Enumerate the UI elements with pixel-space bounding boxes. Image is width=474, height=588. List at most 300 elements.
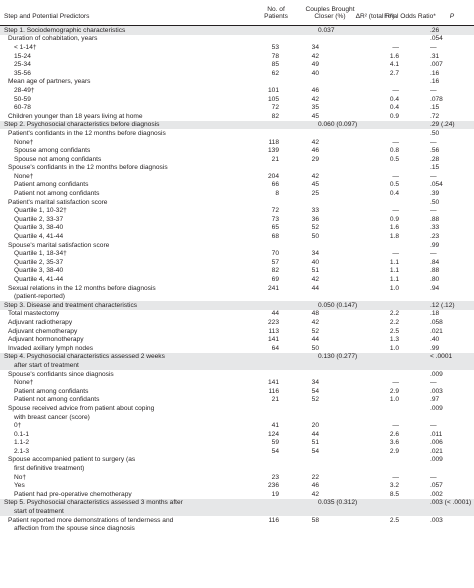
table-row (0, 439, 474, 448)
table-row (0, 232, 474, 241)
delta-r2-cell: 0.037 (318, 26, 335, 34)
predictor-label: Patient had pre-operative chemotherapy (14, 490, 132, 498)
header-odds-ratio: Final Odds Ratio* (384, 13, 436, 20)
p-value-cell: .007 (430, 61, 443, 69)
header-delta-r2: ΔR² (total R²) (355, 13, 395, 20)
p-value-cell: .009 (430, 456, 443, 464)
closer-percent-cell: 42 (311, 172, 319, 180)
p-value-cell: .23 (430, 233, 440, 241)
step-row (0, 353, 474, 362)
p-value-cell: .003 (< .0001) (430, 499, 472, 507)
odds-ratio-cell: 1.0 (389, 396, 399, 404)
step-row (0, 301, 474, 310)
predictor-label: Quartile 4, 41-44 (14, 276, 64, 284)
p-value-cell: .88 (430, 267, 440, 275)
header-closer: Couples Brought Closer (%) (305, 6, 355, 20)
table-row (0, 370, 474, 379)
step-row (0, 26, 474, 35)
p-value-cell: .50 (430, 129, 440, 137)
table-row (0, 249, 474, 258)
p-value-cell: .021 (430, 447, 443, 455)
table-row (0, 284, 474, 293)
table-row (0, 310, 474, 319)
p-value-cell: — (430, 422, 437, 430)
predictor-label: < 1-14† (14, 43, 37, 51)
patients-cell: 116 (268, 516, 279, 524)
p-value-cell: .054 (430, 35, 443, 43)
p-value-cell: .97 (430, 396, 440, 404)
p-value-cell: .40 (430, 336, 440, 344)
odds-ratio-cell: 1.1 (389, 267, 399, 275)
closer-percent-cell: 40 (311, 258, 319, 266)
table-row (0, 43, 474, 52)
step-row (0, 121, 474, 130)
odds-ratio-cell: — (392, 138, 399, 146)
table-row (0, 275, 474, 284)
odds-ratio-cell: 8.5 (389, 490, 399, 498)
patients-cell: 53 (271, 43, 279, 51)
table-row (0, 78, 474, 87)
closer-percent-cell: 36 (311, 215, 319, 223)
closer-percent-cell: 48 (311, 310, 319, 318)
closer-percent-cell: 34 (311, 379, 319, 387)
odds-ratio-cell: 1.6 (389, 224, 399, 232)
patients-cell: 62 (271, 69, 279, 77)
p-value-cell: .28 (430, 155, 440, 163)
table-row (0, 224, 474, 233)
table-row (0, 516, 474, 525)
table-row (0, 344, 474, 353)
predictor-label: 1.1-2 (14, 439, 30, 447)
p-value-cell: .021 (430, 327, 443, 335)
predictor-label: Patient among confidants (14, 181, 89, 189)
table-row (0, 103, 474, 112)
odds-ratio-cell: 2.5 (389, 327, 399, 335)
predictor-label: Spouse's marital satisfaction score (8, 241, 110, 249)
odds-ratio-cell: 1.0 (389, 344, 399, 352)
table-row (0, 327, 474, 336)
table-row (0, 138, 474, 147)
closer-percent-cell: 50 (311, 344, 319, 352)
table-row (0, 146, 474, 155)
odds-ratio-cell: — (392, 43, 399, 51)
p-value-cell: .002 (430, 490, 443, 498)
predictor-label: with breast cancer (score) (14, 413, 90, 421)
closer-percent-cell: 35 (311, 104, 319, 112)
odds-ratio-cell: — (392, 172, 399, 180)
p-value-cell: .009 (430, 370, 443, 378)
patients-cell: 8 (275, 190, 279, 198)
odds-ratio-cell: — (392, 422, 399, 430)
table-row (0, 69, 474, 78)
closer-percent-cell: 49 (311, 61, 319, 69)
table-row (0, 524, 474, 533)
p-value-cell: .15 (430, 104, 440, 112)
patients-cell: 139 (267, 147, 279, 155)
table-row (0, 172, 474, 181)
patients-cell: 204 (267, 172, 279, 180)
p-value-cell: .72 (430, 112, 440, 120)
patients-cell: 141 (267, 379, 279, 387)
closer-percent-cell: 54 (311, 387, 319, 395)
predictor-label: Patient's confidants in the 12 months before diagnosis (8, 129, 166, 137)
delta-r2-cell: 0.035 (0.312) (318, 499, 358, 507)
patients-cell: 64 (271, 344, 279, 352)
predictor-label: 0.1-1 (14, 430, 30, 438)
odds-ratio-cell: 0.4 (389, 190, 399, 198)
predictor-label: start of treatment (14, 508, 64, 516)
patients-cell: 54 (271, 447, 279, 455)
p-value-cell: .84 (430, 258, 440, 266)
closer-percent-cell: 45 (311, 181, 319, 189)
odds-ratio-cell: 2.9 (389, 447, 399, 455)
p-value-cell: .50 (430, 198, 440, 206)
table-row (0, 447, 474, 456)
closer-percent-cell: 25 (311, 190, 319, 198)
patients-cell: 78 (271, 52, 279, 60)
predictor-label: affection from the spouse since diagnosis (14, 525, 135, 533)
closer-percent-cell: 52 (311, 396, 319, 404)
p-value-cell: — (430, 473, 437, 481)
predictor-label: Total mastectomy (8, 310, 60, 318)
predictor-label: Step 1. Sociodemographic characteristics (4, 26, 126, 34)
table-row (0, 335, 474, 344)
p-value-cell: .12 (.12) (430, 301, 455, 309)
table-row (0, 387, 474, 396)
p-value-cell: .33 (430, 224, 440, 232)
odds-ratio-cell: 1.1 (389, 276, 399, 284)
closer-percent-cell: 51 (311, 439, 319, 447)
closer-percent-cell: 44 (311, 284, 319, 292)
predictor-label: Step 2. Psychosocial characteristics before diagnosis (4, 121, 160, 129)
closer-percent-cell: 40 (311, 69, 319, 77)
predictor-label: 15-24 (14, 52, 31, 60)
table-row (0, 164, 474, 173)
patients-cell: 241 (267, 284, 279, 292)
predictor-label: Quartile 2, 33-37 (14, 215, 64, 223)
predictor-label: Quartile 2, 35-37 (14, 258, 64, 266)
odds-ratio-cell: 3.6 (389, 439, 399, 447)
closer-percent-cell: 42 (311, 318, 319, 326)
predictor-label: Spouse not among confidants (14, 155, 102, 163)
predictor-label: Patient not among confidants (14, 190, 100, 198)
p-value-cell: — (430, 86, 437, 94)
table-row (0, 52, 474, 61)
odds-ratio-cell: 4.1 (389, 61, 399, 69)
closer-percent-cell: 52 (311, 327, 319, 335)
odds-ratio-cell: 0.8 (389, 147, 399, 155)
predictor-label: (patient-reported) (14, 293, 65, 301)
patients-cell: 82 (271, 267, 279, 275)
step-row (0, 361, 474, 370)
patients-cell: 82 (271, 112, 279, 120)
table-row (0, 155, 474, 164)
predictor-label: Children younger than 18 years living at home (8, 112, 143, 120)
odds-ratio-cell: — (392, 250, 399, 258)
patients-cell: 21 (271, 396, 279, 404)
patients-cell: 118 (268, 138, 279, 146)
table-row (0, 318, 474, 327)
table-row (0, 456, 474, 465)
closer-percent-cell: 52 (311, 224, 319, 232)
table-row (0, 258, 474, 267)
step-row (0, 499, 474, 508)
patients-cell: 124 (267, 430, 279, 438)
p-value-cell: .56 (430, 147, 440, 155)
odds-ratio-cell: 3.2 (389, 482, 399, 490)
delta-r2-cell: 0.060 (0.097) (318, 121, 358, 129)
odds-ratio-cell: 0.5 (389, 155, 399, 163)
p-value-cell: .29 (.24) (430, 121, 455, 129)
odds-ratio-cell: 0.4 (389, 95, 399, 103)
p-value-cell: .011 (430, 430, 443, 438)
predictor-label: Spouse's confidants since diagnosis (8, 370, 114, 378)
odds-ratio-cell: 1.1 (389, 258, 399, 266)
predictor-label: Quartile 3, 38-40 (14, 267, 64, 275)
p-value-cell: .31 (430, 52, 440, 60)
patients-cell: 236 (267, 482, 279, 490)
patients-cell: 223 (267, 318, 279, 326)
odds-ratio-cell: — (392, 473, 399, 481)
predictor-label: Spouse among confidants (14, 147, 91, 155)
predictor-label: Quartile 1, 18-34† (14, 250, 67, 258)
delta-r2-cell: 0.130 (0.277) (318, 353, 358, 361)
table-row (0, 473, 474, 482)
predictor-label: Sexual relations in the 12 months before diagnosis (8, 284, 156, 292)
closer-percent-cell: 46 (311, 482, 319, 490)
closer-percent-cell: 50 (311, 233, 319, 241)
predictor-label: Mean age of partners, years (8, 78, 91, 86)
odds-ratio-cell: 1.3 (389, 336, 399, 344)
odds-ratio-cell: 0.5 (389, 181, 399, 189)
patients-cell: 85 (271, 61, 279, 69)
odds-ratio-cell: 0.9 (389, 112, 399, 120)
patients-cell: 19 (271, 490, 279, 498)
odds-ratio-cell: 1.0 (389, 284, 399, 292)
header-predictors: Step and Potential Predictors (4, 13, 90, 20)
p-value-cell: — (430, 379, 437, 387)
step-row (0, 507, 474, 516)
table-row (0, 129, 474, 138)
p-value-cell: .18 (430, 310, 440, 318)
table-row (0, 378, 474, 387)
predictor-label: 25-34 (14, 61, 31, 69)
odds-ratio-cell: 2.5 (389, 516, 399, 524)
predictor-label: Spouse's confidants in the 12 months before diagnosis (8, 164, 168, 172)
table-row (0, 490, 474, 499)
table-row (0, 60, 474, 69)
p-value-cell: — (430, 172, 437, 180)
p-value-cell: .15 (430, 164, 440, 172)
table-row (0, 86, 474, 95)
closer-percent-cell: 20 (311, 422, 319, 430)
odds-ratio-cell: 2.2 (389, 310, 399, 318)
closer-percent-cell: 22 (311, 473, 319, 481)
closer-percent-cell: 44 (311, 430, 319, 438)
patients-cell: 116 (268, 387, 279, 395)
predictor-label: Quartile 1, 10-32† (14, 207, 67, 215)
p-value-cell: .006 (430, 439, 443, 447)
p-value-cell: < .0001 (430, 353, 453, 361)
patients-cell: 59 (271, 439, 279, 447)
closer-percent-cell: 42 (311, 276, 319, 284)
table-row (0, 430, 474, 439)
patients-cell: 73 (271, 215, 279, 223)
predictor-label: None† (14, 138, 34, 146)
patients-cell: 113 (268, 327, 279, 335)
p-value-cell: .003 (430, 387, 443, 395)
p-value-cell: .078 (430, 95, 443, 103)
predictor-label: No† (14, 473, 27, 481)
table-row (0, 267, 474, 276)
patients-cell: 21 (271, 155, 279, 163)
predictor-label: 28-49† (14, 86, 35, 94)
patients-cell: 68 (271, 233, 279, 241)
table-row (0, 464, 474, 473)
predictor-label: Invaded axillary lymph nodes (8, 344, 94, 352)
predictor-label: Step 3. Disease and treatment characteristics (4, 301, 138, 309)
table-row (0, 396, 474, 405)
odds-ratio-cell: 1.6 (389, 52, 399, 60)
closer-percent-cell: 51 (311, 267, 319, 275)
predictor-label: Yes (14, 482, 25, 490)
closer-percent-cell: 42 (311, 95, 319, 103)
p-value-cell: .80 (430, 276, 440, 284)
table-row (0, 181, 474, 190)
predictor-label: None† (14, 172, 34, 180)
p-value-cell: .054 (430, 181, 443, 189)
table-row (0, 404, 474, 413)
closer-percent-cell: 45 (311, 112, 319, 120)
predictor-label: None† (14, 379, 34, 387)
patients-cell: 23 (271, 473, 279, 481)
predictor-label: Adjuvant radiotherapy (8, 318, 73, 326)
closer-percent-cell: 42 (311, 138, 319, 146)
header-p-value: P (449, 13, 455, 20)
p-value-cell: .16 (430, 78, 440, 86)
odds-ratio-cell: 0.4 (389, 104, 399, 112)
predictor-label: after start of treatment (14, 361, 79, 369)
predictor-label: first definitive treatment) (14, 465, 85, 473)
closer-percent-cell: 44 (311, 336, 319, 344)
closer-percent-cell: 42 (311, 52, 319, 60)
closer-percent-cell: 33 (311, 207, 319, 215)
patients-cell: 70 (271, 250, 279, 258)
odds-ratio-cell: 2.9 (389, 387, 399, 395)
delta-r2-cell: 0.050 (0.147) (318, 301, 358, 309)
table-row (0, 189, 474, 198)
odds-ratio-cell: — (392, 207, 399, 215)
predictor-label: Quartile 4, 41-44 (14, 233, 64, 241)
p-value-cell: .99 (430, 344, 440, 352)
p-value-cell: — (430, 138, 437, 146)
p-value-cell: .003 (430, 516, 443, 524)
p-value-cell: — (430, 250, 437, 258)
predictor-label: Spouse received advice from patient about coping (8, 404, 155, 412)
odds-ratio-cell: 1.8 (389, 233, 399, 241)
p-value-cell: .26 (430, 26, 440, 34)
patients-cell: 105 (267, 95, 279, 103)
odds-ratio-cell: 2.6 (389, 430, 399, 438)
closer-percent-cell: 58 (311, 516, 319, 524)
predictor-label: 35-56 (14, 69, 31, 77)
predictor-label: 60-78 (14, 104, 31, 112)
table-row (0, 215, 474, 224)
p-value-cell: — (430, 207, 437, 215)
p-value-cell: .99 (430, 241, 440, 249)
p-value-cell: — (430, 43, 437, 51)
closer-percent-cell: 34 (311, 250, 319, 258)
odds-ratio-cell: 0.9 (389, 215, 399, 223)
table-row (0, 421, 474, 430)
closer-percent-cell: 29 (311, 155, 319, 163)
closer-percent-cell: 54 (311, 447, 319, 455)
header-patients: No. of Patients (264, 6, 288, 20)
table-row (0, 95, 474, 104)
odds-ratio-cell: 2.7 (389, 69, 399, 77)
patients-cell: 69 (271, 276, 279, 284)
patients-cell: 72 (271, 104, 279, 112)
predictor-label: Step 5. Psychosocial characteristics assessed 3 months after (4, 499, 183, 507)
patients-cell: 65 (271, 224, 279, 232)
p-value-cell: .94 (430, 284, 440, 292)
predictor-label: Patient among confidants (14, 387, 89, 395)
odds-ratio-cell: — (392, 379, 399, 387)
odds-ratio-cell: — (392, 86, 399, 94)
table-body (0, 26, 474, 533)
table-row (0, 292, 474, 301)
predictor-label: Duration of cohabitation, years (8, 35, 98, 43)
predictor-label: 0† (14, 422, 22, 430)
p-value-cell: .16 (430, 69, 440, 77)
predictor-label: Adjuvant hormonotherapy (8, 336, 84, 344)
table-row (0, 112, 474, 121)
patients-cell: 66 (271, 181, 279, 189)
table-row (0, 206, 474, 215)
closer-percent-cell: 46 (311, 147, 319, 155)
patients-cell: 101 (267, 86, 279, 94)
table-row (0, 241, 474, 250)
closer-percent-cell: 42 (311, 490, 319, 498)
predictor-label: Spouse accompanied patient to surgery (as (8, 456, 136, 464)
predictor-label: 50-59 (14, 95, 31, 103)
predictor-label: 2.1-3 (14, 447, 30, 455)
patients-cell: 41 (271, 422, 279, 430)
p-value-cell: .88 (430, 215, 440, 223)
table-row (0, 481, 474, 490)
patients-cell: 44 (271, 310, 279, 318)
patients-cell: 57 (271, 258, 279, 266)
predictor-label: Quartile 3, 38-40 (14, 224, 64, 232)
table-row (0, 413, 474, 422)
p-value-cell: .009 (430, 404, 443, 412)
patients-cell: 72 (271, 207, 279, 215)
predictor-label: Patient reported more demonstrations of tenderness and (8, 516, 174, 524)
table-row (0, 35, 474, 44)
predictor-label: Patient's marital satisfaction score (8, 198, 108, 206)
predictor-label: Patient not among confidants (14, 396, 100, 404)
patients-cell: 141 (267, 336, 279, 344)
odds-ratio-cell: 2.2 (389, 318, 399, 326)
predictor-label: Adjuvant chemotherapy (8, 327, 78, 335)
table-header (0, 0, 474, 25)
p-value-cell: .058 (430, 318, 443, 326)
p-value-cell: .39 (430, 190, 440, 198)
closer-percent-cell: 46 (311, 86, 319, 94)
closer-percent-cell: 34 (311, 43, 319, 51)
p-value-cell: .057 (430, 482, 443, 490)
table-row (0, 198, 474, 207)
